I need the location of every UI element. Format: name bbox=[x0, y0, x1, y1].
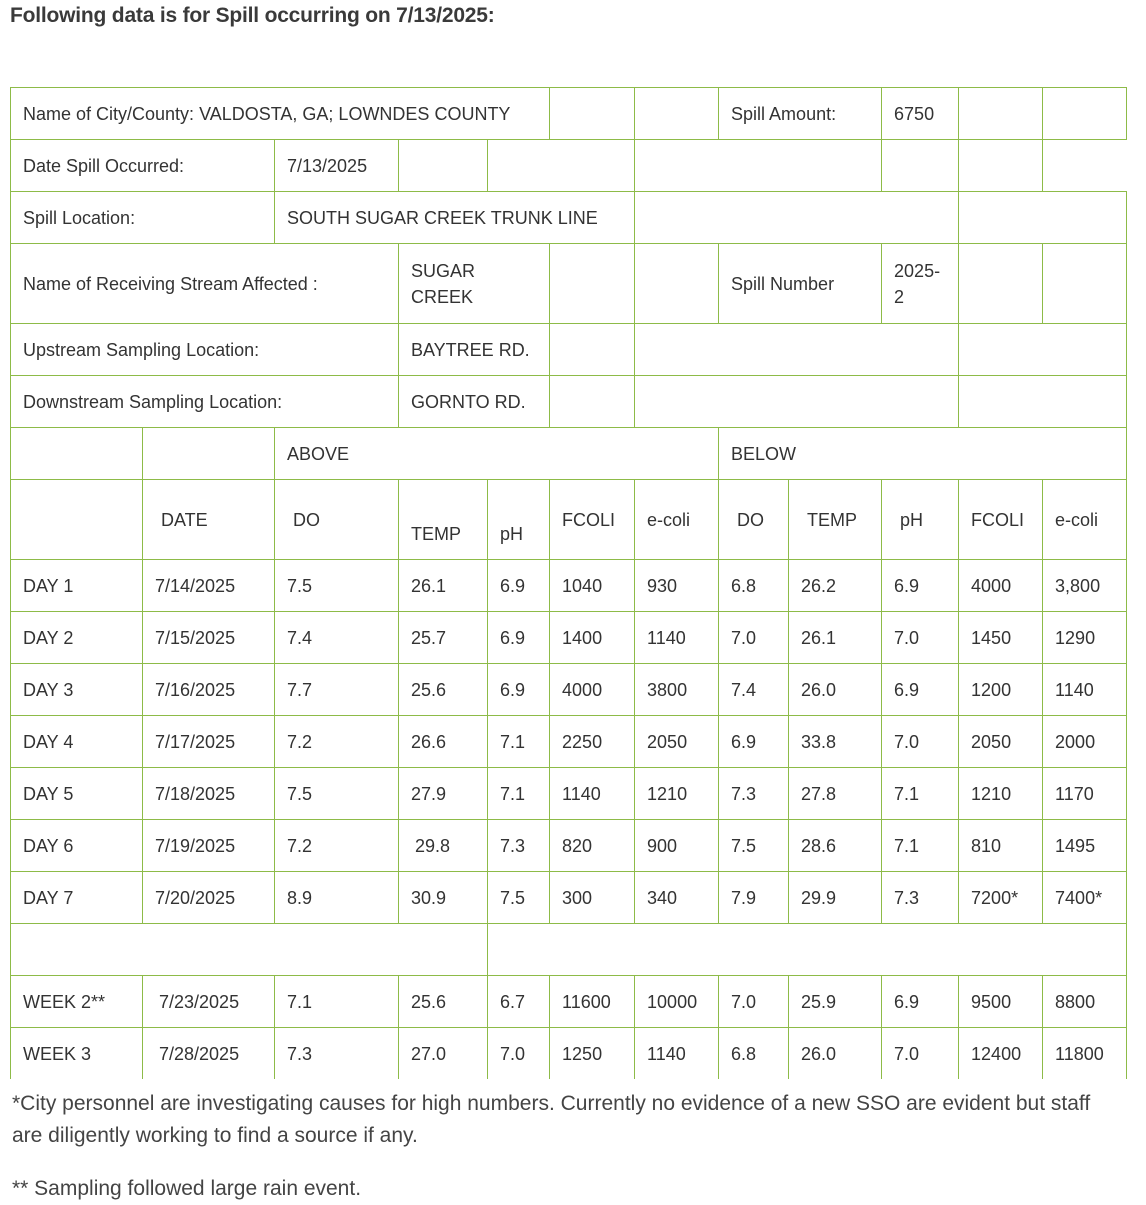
above-do-cell: 7.1 bbox=[275, 976, 399, 1028]
group-header-row bbox=[11, 428, 1127, 480]
col-above-fcoli: FCOLI bbox=[550, 480, 635, 560]
above-temp-cell: 27.9 bbox=[399, 768, 488, 820]
above-temp-cell: 25.7 bbox=[399, 612, 488, 664]
above-temp-cell: 30.9 bbox=[399, 872, 488, 924]
col-above-ph: pH bbox=[500, 523, 524, 544]
below-group-label: BELOW bbox=[719, 428, 1127, 480]
below-do-cell: 6.8 bbox=[719, 560, 789, 612]
upstream-value: BAYTREE RD. bbox=[399, 324, 550, 376]
below-ph-cell: 7.1 bbox=[882, 768, 959, 820]
table-row bbox=[11, 768, 1127, 820]
below-fcoli-cell: 9500 bbox=[959, 976, 1043, 1028]
above-ecoli-cell: 3800 bbox=[635, 664, 719, 716]
spill-data-table bbox=[10, 87, 1127, 1079]
above-temp-cell: 26.6 bbox=[399, 716, 488, 768]
above-ecoli-cell: 1140 bbox=[635, 1028, 719, 1080]
above-do-cell: 7.3 bbox=[275, 1028, 399, 1080]
above-ph-cell: 6.9 bbox=[488, 560, 550, 612]
above-fcoli-cell: 1040 bbox=[550, 560, 635, 612]
above-do-cell: 7.7 bbox=[275, 664, 399, 716]
above-do-cell: 8.9 bbox=[275, 872, 399, 924]
above-ph-cell: 7.1 bbox=[488, 716, 550, 768]
info-row-date bbox=[11, 140, 1127, 192]
date-cell: 7/16/2025 bbox=[143, 664, 275, 716]
above-temp-cell: 26.1 bbox=[399, 560, 488, 612]
spill-number-label: Spill Number bbox=[719, 244, 882, 324]
col-below-ecoli: e-coli bbox=[1043, 480, 1127, 560]
above-do-cell: 7.2 bbox=[275, 820, 399, 872]
below-ph-cell: 7.0 bbox=[882, 1028, 959, 1080]
below-ph-cell: 7.0 bbox=[882, 612, 959, 664]
above-ph-cell: 7.5 bbox=[488, 872, 550, 924]
row-label: DAY 3 bbox=[11, 664, 143, 716]
below-do-cell: 7.5 bbox=[719, 820, 789, 872]
footnote-investigation: *City personnel are investigating causes for high numbers. Currently no evidence of a new SSO are evident but staff are diligently working to find a source if any. bbox=[12, 1092, 1091, 1147]
below-ecoli-cell: 11800 bbox=[1043, 1028, 1127, 1080]
info-row-location bbox=[11, 192, 1127, 244]
below-temp-cell: 29.9 bbox=[789, 872, 882, 924]
col-date: DATE bbox=[143, 480, 275, 560]
below-temp-cell: 26.0 bbox=[789, 1028, 882, 1080]
above-ecoli-cell: 10000 bbox=[635, 976, 719, 1028]
above-temp-cell: 25.6 bbox=[399, 664, 488, 716]
info-row-upstream bbox=[11, 324, 1127, 376]
row-label: WEEK 2** bbox=[11, 976, 143, 1028]
table-row bbox=[11, 560, 1127, 612]
below-ph-cell: 7.3 bbox=[882, 872, 959, 924]
below-ph-cell: 6.9 bbox=[882, 976, 959, 1028]
below-do-cell: 7.4 bbox=[719, 664, 789, 716]
above-fcoli-cell: 1250 bbox=[550, 1028, 635, 1080]
below-ph-cell: 7.1 bbox=[882, 820, 959, 872]
table-row bbox=[11, 612, 1127, 664]
above-do-cell: 7.5 bbox=[275, 768, 399, 820]
downstream-label: Downstream Sampling Location: bbox=[11, 376, 399, 428]
below-ecoli-cell: 1495 bbox=[1043, 820, 1127, 872]
below-do-cell: 6.8 bbox=[719, 1028, 789, 1080]
downstream-value: GORNTO RD. bbox=[399, 376, 550, 428]
below-ecoli-cell: 3,800 bbox=[1043, 560, 1127, 612]
row-label: DAY 1 bbox=[11, 560, 143, 612]
below-do-cell: 6.9 bbox=[719, 716, 789, 768]
footnote-rain-event: ** Sampling followed large rain event. bbox=[12, 1177, 362, 1200]
above-ph-cell: 7.0 bbox=[488, 1028, 550, 1080]
below-fcoli-cell: 7200* bbox=[959, 872, 1043, 924]
date-cell: 7/23/2025 bbox=[143, 976, 275, 1028]
table-row bbox=[11, 872, 1127, 924]
above-ph-cell: 6.9 bbox=[488, 664, 550, 716]
date-cell: 7/15/2025 bbox=[143, 612, 275, 664]
below-ecoli-cell: 1170 bbox=[1043, 768, 1127, 820]
col-above-ecoli: e-coli bbox=[635, 480, 719, 560]
spacer-row bbox=[11, 924, 1127, 976]
row-label: WEEK 3 bbox=[11, 1028, 143, 1080]
date-label: Date Spill Occurred: bbox=[11, 140, 275, 192]
below-ecoli-cell: 7400* bbox=[1043, 872, 1127, 924]
below-ph-cell: 7.0 bbox=[882, 716, 959, 768]
row-label: DAY 2 bbox=[11, 612, 143, 664]
above-do-cell: 7.5 bbox=[275, 560, 399, 612]
col-above-temp: TEMP bbox=[411, 523, 462, 544]
date-cell: 7/20/2025 bbox=[143, 872, 275, 924]
above-ph-cell: 7.1 bbox=[488, 768, 550, 820]
above-ph-cell: 6.7 bbox=[488, 976, 550, 1028]
date-value: 7/13/2025 bbox=[275, 140, 399, 192]
row-label: DAY 5 bbox=[11, 768, 143, 820]
row-label: DAY 4 bbox=[11, 716, 143, 768]
city-county-label: Name of City/County: VALDOSTA, GA; LOWNDES COUNTY bbox=[11, 88, 550, 140]
above-ecoli-cell: 1210 bbox=[635, 768, 719, 820]
col-above-do: DO bbox=[275, 480, 399, 560]
info-row-stream bbox=[11, 244, 1127, 324]
above-fcoli-cell: 820 bbox=[550, 820, 635, 872]
above-ph-cell: 7.3 bbox=[488, 820, 550, 872]
page-heading: Following data is for Spill occurring on 7/13/2025: bbox=[10, 4, 495, 27]
above-ecoli-cell: 1140 bbox=[635, 612, 719, 664]
date-cell: 7/18/2025 bbox=[143, 768, 275, 820]
location-label: Spill Location: bbox=[11, 192, 275, 244]
below-do-cell: 7.3 bbox=[719, 768, 789, 820]
below-fcoli-cell: 12400 bbox=[959, 1028, 1043, 1080]
stream-label: Name of Receiving Stream Affected : bbox=[11, 244, 399, 324]
upstream-label: Upstream Sampling Location: bbox=[11, 324, 399, 376]
below-fcoli-cell: 2050 bbox=[959, 716, 1043, 768]
col-below-ph: pH bbox=[882, 480, 959, 560]
row-label: DAY 6 bbox=[11, 820, 143, 872]
above-ecoli-cell: 2050 bbox=[635, 716, 719, 768]
spill-number-value: 2025-2 bbox=[882, 244, 959, 324]
above-ecoli-cell: 900 bbox=[635, 820, 719, 872]
above-ecoli-cell: 340 bbox=[635, 872, 719, 924]
below-temp-cell: 27.8 bbox=[789, 768, 882, 820]
table-row bbox=[11, 1028, 1127, 1080]
info-row-downstream bbox=[11, 376, 1127, 428]
below-ecoli-cell: 2000 bbox=[1043, 716, 1127, 768]
date-cell: 7/28/2025 bbox=[143, 1028, 275, 1080]
below-ecoli-cell: 1140 bbox=[1043, 664, 1127, 716]
above-temp-cell: 27.0 bbox=[399, 1028, 488, 1080]
below-ecoli-cell: 8800 bbox=[1043, 976, 1127, 1028]
below-temp-cell: 26.2 bbox=[789, 560, 882, 612]
table-row bbox=[11, 716, 1127, 768]
above-fcoli-cell: 1400 bbox=[550, 612, 635, 664]
info-row-city bbox=[11, 88, 1127, 140]
above-fcoli-cell: 11600 bbox=[550, 976, 635, 1028]
row-label: DAY 7 bbox=[11, 872, 143, 924]
date-cell: 7/14/2025 bbox=[143, 560, 275, 612]
below-ph-cell: 6.9 bbox=[882, 664, 959, 716]
above-fcoli-cell: 1140 bbox=[550, 768, 635, 820]
above-do-cell: 7.2 bbox=[275, 716, 399, 768]
below-temp-cell: 28.6 bbox=[789, 820, 882, 872]
below-temp-cell: 25.9 bbox=[789, 976, 882, 1028]
below-fcoli-cell: 1450 bbox=[959, 612, 1043, 664]
column-header-row bbox=[11, 480, 1127, 560]
below-do-cell: 7.0 bbox=[719, 976, 789, 1028]
location-value: SOUTH SUGAR CREEK TRUNK LINE bbox=[275, 192, 635, 244]
stream-value: SUGAR CREEK bbox=[399, 244, 550, 324]
above-fcoli-cell: 4000 bbox=[550, 664, 635, 716]
above-do-cell: 7.4 bbox=[275, 612, 399, 664]
above-group-label: ABOVE bbox=[275, 428, 719, 480]
table-row bbox=[11, 820, 1127, 872]
below-do-cell: 7.0 bbox=[719, 612, 789, 664]
col-below-temp: TEMP bbox=[789, 480, 882, 560]
table-row bbox=[11, 976, 1127, 1028]
below-fcoli-cell: 4000 bbox=[959, 560, 1043, 612]
below-ecoli-cell: 1290 bbox=[1043, 612, 1127, 664]
below-do-cell: 7.9 bbox=[719, 872, 789, 924]
spill-amount-label: Spill Amount: bbox=[719, 88, 882, 140]
table-row bbox=[11, 664, 1127, 716]
above-ph-cell: 6.9 bbox=[488, 612, 550, 664]
below-fcoli-cell: 1200 bbox=[959, 664, 1043, 716]
below-temp-cell: 26.1 bbox=[789, 612, 882, 664]
date-cell: 7/17/2025 bbox=[143, 716, 275, 768]
above-temp-cell: 29.8 bbox=[399, 820, 488, 872]
above-temp-cell: 25.6 bbox=[399, 976, 488, 1028]
above-fcoli-cell: 2250 bbox=[550, 716, 635, 768]
above-fcoli-cell: 300 bbox=[550, 872, 635, 924]
below-ph-cell: 6.9 bbox=[882, 560, 959, 612]
date-cell: 7/19/2025 bbox=[143, 820, 275, 872]
below-temp-cell: 33.8 bbox=[789, 716, 882, 768]
below-temp-cell: 26.0 bbox=[789, 664, 882, 716]
col-below-fcoli: FCOLI bbox=[959, 480, 1043, 560]
above-ecoli-cell: 930 bbox=[635, 560, 719, 612]
col-below-do: DO bbox=[719, 480, 789, 560]
below-fcoli-cell: 1210 bbox=[959, 768, 1043, 820]
spill-amount-value: 6750 bbox=[882, 88, 959, 140]
below-fcoli-cell: 810 bbox=[959, 820, 1043, 872]
